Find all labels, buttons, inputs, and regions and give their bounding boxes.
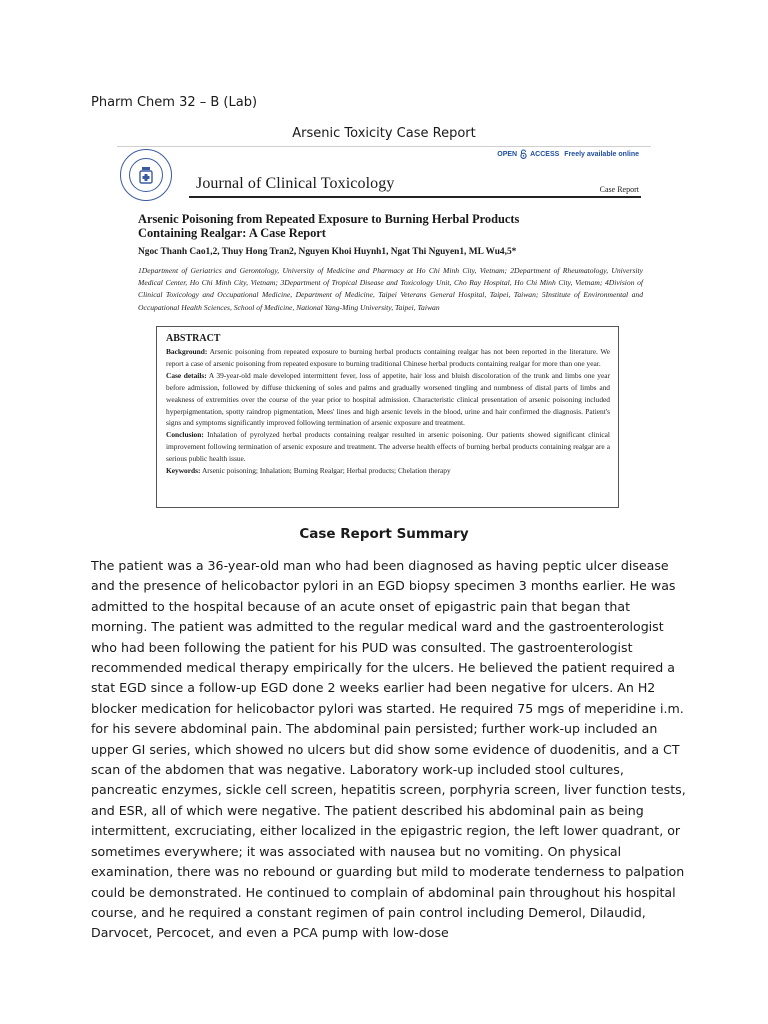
- header-rule: [189, 196, 641, 198]
- abstract-keywords: [166, 465, 610, 477]
- conclusion-label: Conclusion:: [166, 430, 204, 440]
- keywords-label: Keywords:: [166, 466, 201, 476]
- access-label: ACCESS: [530, 150, 560, 158]
- case-details-label: Case details:: [166, 370, 207, 380]
- case-details-text: A 39-year-old male developed intermittent fever, loss of appetite, hair loss and bluish discoloration of the trunk and limbs one year before admission, followed by diffuse thickening of soles and palms and gradually worsened tingling and numbness of distal parts of limbs and weakness of extremities over the course of the year prior to hospital admission. Characteristic clinical presentation of arsenic poisoning included hyperpigmentation, spotty raindrop pigmentation, Mees' lines and high arsenic levels in the blood, urine and hair confirmed the diagnosis. Patient's signs and symptoms significantly improved following termination of arsenic exposure and treatment.: [166, 370, 610, 428]
- abstract-heading: ABSTRACT: [166, 333, 221, 344]
- journal-seal-icon: [120, 149, 172, 201]
- medicine-bottle-icon: [137, 166, 155, 184]
- journal-name: Journal of Clinical Toxicology: [196, 175, 395, 192]
- abstract-background: [166, 346, 610, 370]
- open-access-label: OPEN: [497, 150, 518, 158]
- article-title-line-1: Arsenic Poisoning from Repeated Exposure to Burning Herbal Products: [138, 212, 520, 226]
- report-title: Arsenic Toxicity Case Report: [292, 126, 476, 141]
- summary-heading: Case Report Summary: [299, 526, 469, 542]
- abstract-conclusion: [166, 429, 610, 465]
- figure-top-rule: [117, 146, 651, 147]
- conclusion-text: Inhalation of pyrolyzed herbal products containing realgar resulted in arsenic poisoning. Our patients showed significant clinical improvement following termination of arsenic exposure and treatment. The adverse health effects of burning herbal products containing realgar are a serious public health issue.: [166, 430, 610, 464]
- abstract-case-details: [166, 370, 610, 430]
- author-affiliations: 1Department of Geriatrics and Gerontology, University of Medicine and Pharmacy at Ho Chi Minh City, Vietnam; 2Department of Rheumatology, University Medical Center, Ho Chi Minh City, Vietnam; 3Department of Tropical Disease and Toxicology Unit, Cho Ray Hospital, Ho Chi Minh City, Vietnam; 4Division of Clinical Toxicology and Occupational Medicine, Department of Medicine, Taipei Veterans General Hospital, Taipei, Taiwan; 5Institute of Environmental and Occupational Health Sciences, School of Medicine, National Yang-Ming University, Taipei, Taiwan: [138, 266, 643, 312]
- abstract-box: [156, 326, 619, 508]
- background-label: Background:: [166, 347, 208, 356]
- article-type: Case Report: [599, 185, 639, 194]
- author-list: Ngoc Thanh Cao1,2, Thuy Hong Tran2, Nguyen Khoi Huynh1, Ngat Thi Nguyen1, ML Wu4,5*: [138, 247, 517, 257]
- journal-article-figure: [117, 146, 651, 514]
- summary-body: The patient was a 36-year-old man who had been diagnosed as having peptic ulcer disease and the presence of helicobactor pylori in an EGD biopsy specimen 3 months earlier. He was admitted to the hospital because of an acute onset of epigastric pain that began that morning. The patient was admitted to the regular medical ward and the gastroenterologist who had been following the patient for his PUD was consulted. The gastroenterologist recommended medical therapy empirically for the ulcers. He believed the patient required a stat EGD since a follow-up EGD done 2 weeks earlier had been negative for ulcers. An H2 blocker medication for helicobactor pylori was started. He required 75 mgs of meperidine i.m. for his severe abdominal pain. The abdominal pain persisted; further work-up included an upper GI series, which showed no ulcers but did show some evidence of duodenitis, and a CT scan of the abdomen that was negative. Laboratory work-up included stool cultures, pancreatic enzymes, sickle cell screen, hepatitis screen, porphyria screen, liver function tests, and ESR, all of which were negative. The patient described his abdominal pain as being intermittent, excruciating, either localized in the epigastric region, the left lower quadrant, or sometimes everywhere; it was associated with nausea but no vomiting. On physical examination, there was no rebound or guarding but mild to moderate tenderness to palpation could be demonstrated. He continued to complain of abdominal pain throughout his hospital course, and he required a constant regimen of pain control including Demerol, Dilaudid, Darvocet, Percocet, and even a PCA pump with low-dose: [91, 558, 686, 941]
- course-line: Pharm Chem 32 – B (Lab): [91, 95, 258, 110]
- open-lock-icon: [519, 149, 528, 159]
- keywords-text: Arsenic poisoning; Inhalation; Burning Realgar; Herbal products; Chelation therapy: [200, 466, 451, 476]
- background-text: Arsenic poisoning from repeated exposure to burning herbal products containing realgar has not been reported in the literature. We report a case of arsenic poisoning from repeated exposure to burning traditional Chinese herbal products containing realgar for more than one year.: [166, 347, 610, 368]
- journal-seal-inner: [129, 158, 163, 192]
- open-access-badge: [497, 149, 639, 159]
- freely-available-label: Freely available online: [564, 150, 639, 158]
- article-title: [138, 212, 638, 240]
- article-title-line-2: Containing Realgar: A Case Report: [138, 226, 326, 240]
